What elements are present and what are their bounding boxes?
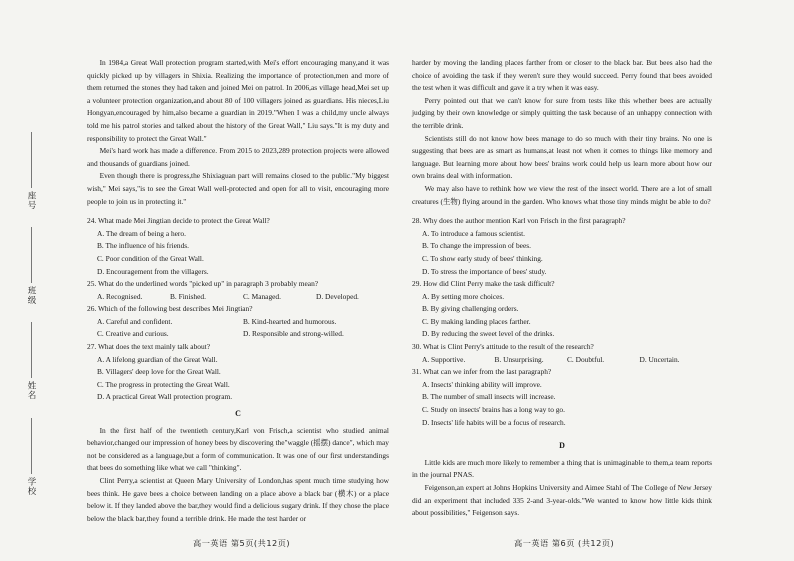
school-label: 学校 — [26, 477, 36, 496]
left-questions — [87, 215, 389, 404]
passage-c-para-2: Clint Perry,a scientist at Queen Mary University of London,has spent much time studying how bees think. He gave bees a choice between landing on a place above a black bar (横木) or a place below it. If they landed above the bar,they would find a delicious sugary drink. If they chose the place below the black bar,they found a terrible drink. He made the test harder or — [87, 476, 389, 523]
seat-number-line — [31, 132, 32, 188]
binding-margin — [0, 0, 60, 561]
passage-d-para-1: Little kids are much more likely to remember a thing that is unimaginable to them,a team reports in the journal PNAS. — [412, 457, 712, 480]
left-column — [87, 57, 389, 525]
answer-option[interactable]: A. Careful and confident. — [97, 316, 173, 326]
question-block — [87, 215, 389, 278]
answer-option[interactable]: B. The influence of his friends. — [97, 241, 190, 251]
answer-option[interactable]: B. By giving challenging orders. — [422, 304, 519, 314]
answer-option[interactable]: D. Uncertain. — [639, 354, 680, 364]
passage-c-para: Perry pointed out that we can't know for sure from tests like this whether bees are actually judging by their own knowledge or simply quitting the task because of an unhappy connection with the terrible drink. — [412, 95, 712, 130]
question-block — [87, 303, 389, 341]
answer-option[interactable]: C. To show early study of bees' thinking. — [422, 253, 543, 263]
answer-option[interactable]: A. By setting more choices. — [422, 291, 505, 301]
passage-c — [87, 425, 389, 526]
passage-c-para: harder by moving the landing places farther from or closer to the black bar. But bees also had the choice of avoiding the task if they weren't sure they would succeed. Perry found that bees avoided the test when it was difficult and gave it a try when it was easy. — [412, 58, 712, 93]
question-stem: 29. How did Clint Perry make the task difficult? — [412, 279, 555, 289]
passage-c-para: We may also have to rethink how we view the rest of the insect world. There are a lot of small creatures (生物) flying around in the garden. Who knows what those tiny minds might be able to do? — [412, 183, 712, 206]
answer-option[interactable]: D. Responsible and strong-willed. — [243, 329, 344, 339]
answer-option-row — [87, 328, 389, 341]
name-line — [31, 322, 32, 378]
answer-option[interactable]: B. Unsurprising. — [494, 354, 544, 364]
question-block — [87, 341, 389, 404]
seat-number-field[interactable] — [16, 132, 46, 212]
question-block — [412, 215, 712, 278]
question-block — [412, 278, 712, 341]
answer-option[interactable]: B. Villagers' deep love for the Great Wall. — [97, 367, 221, 377]
passage-d-para-2: Feigenson,an expert at Johns Hopkins University and Aimee Stahl of The College of New Jersey did an experiment that included 335 2-and 3-year-olds."We wanted to know how little kids think about possibilities," Feigenson says. — [412, 483, 712, 518]
answer-option[interactable]: D. By reducing the sweet level of the drinks. — [422, 329, 555, 339]
answer-option[interactable]: C. Creative and curious. — [97, 329, 169, 339]
answer-option[interactable]: A. Insects' thinking ability will improve. — [422, 379, 542, 389]
question-stem: 24. What made Mei Jingtian decide to protect the Great Wall? — [87, 216, 270, 226]
class-field[interactable] — [16, 227, 46, 307]
answer-option[interactable]: C. Poor condition of the Great Wall. — [97, 253, 204, 263]
answer-option[interactable]: A. A lifelong guardian of the Great Wall. — [97, 354, 218, 364]
question-stem: 27. What does the text mainly talk about? — [87, 342, 211, 352]
class-label: 班级 — [26, 286, 36, 305]
question-stem: 31. What can we infer from the last paragraph? — [412, 367, 552, 377]
answer-option[interactable]: A. To introduce a famous scientist. — [422, 228, 525, 238]
question-block — [87, 278, 389, 303]
passage-c-continued — [412, 57, 712, 208]
answer-option[interactable]: D. A practical Great Wall protection program. — [97, 392, 233, 402]
page-footer-right: 高一英语 第6页 (共12页) — [514, 538, 615, 548]
answer-option[interactable]: C. By making landing places farther. — [422, 316, 531, 326]
name-field[interactable] — [16, 322, 46, 402]
answer-option[interactable]: B. To change the impression of bees. — [422, 241, 531, 251]
answer-option[interactable]: A. Supportive. — [422, 354, 466, 364]
passage-b-para-2: Mei's hard work has made a difference. From 2015 to 2023,289 protection projects were allowed and thousands of guardians joined. — [87, 146, 389, 168]
answer-option[interactable]: D. Developed. — [316, 291, 359, 301]
answer-option[interactable]: D. Encouragement from the villagers. — [97, 266, 209, 276]
page-footer-left: 高一英语 第5页(共12页) — [193, 538, 291, 548]
passage-b-para-1: In 1984,a Great Wall protection program started,with Mei's effort encouraging many,and it was quickly picked up by villagers in Shixia. Realizing the importance of protection,men and more of them returned the stones they had taken and joined Mei on patrol. In 2006,as village head,Mei set up a volunteer protection organization,and about 80 of 100 villagers joined as guardians. His nieces,Liu Hongyan,encouraged by him,also became a guardian in 2019."When I was a child,my uncle always told me his patrol stories and talked about the history of the Great Wall," Liu says."It is my duty and responsibility to protect the Great Wall." — [87, 58, 389, 143]
answer-option-row — [412, 354, 712, 367]
answer-option[interactable]: B. Kind-hearted and humorous. — [243, 316, 337, 326]
school-field[interactable] — [16, 418, 46, 498]
answer-option[interactable]: C. Managed. — [243, 291, 281, 301]
answer-option[interactable]: D. Insects' life habits will be a focus of research. — [422, 417, 566, 427]
answer-option[interactable]: C. The progress in protecting the Great Wall. — [97, 379, 230, 389]
passage-b — [87, 57, 389, 208]
answer-option-row — [87, 291, 389, 304]
answer-option[interactable]: D. To stress the importance of bees' study. — [422, 266, 547, 276]
question-block — [412, 341, 712, 366]
school-line — [31, 418, 32, 474]
passage-b-para-3: Even though there is progress,the Shixiaguan part will remains closed to the public."My biggest wish," Mei says,"is to see the Great Wall well-protected and open for all to visit, encouraging more people to join us in protecting it." — [87, 171, 389, 206]
question-block — [412, 366, 712, 429]
class-line — [31, 227, 32, 283]
answer-option[interactable]: C. Doubtful. — [567, 354, 605, 364]
answer-option[interactable]: A. Recognised. — [97, 291, 143, 301]
passage-d — [412, 457, 712, 520]
right-column — [412, 57, 712, 520]
section-c-heading: C — [235, 409, 241, 419]
section-d-heading: D — [559, 441, 565, 451]
question-stem: 25. What do the underlined words "picked up" in paragraph 3 probably mean? — [87, 279, 319, 289]
answer-option-row — [87, 316, 389, 329]
question-stem: 28. Why does the author mention Karl von Frisch in the first paragraph? — [412, 216, 626, 226]
name-label: 姓名 — [26, 381, 36, 400]
answer-option[interactable]: C. Study on insects' brains has a long way to go. — [422, 405, 565, 415]
question-stem: 26. Which of the following best describes Mei Jingtian? — [87, 304, 253, 314]
answer-option[interactable]: B. Finished. — [170, 291, 206, 301]
question-stem: 30. What is Clint Perry's attitude to the result of the research? — [412, 342, 594, 352]
seat-number-label: 座号 — [26, 191, 36, 210]
answer-option[interactable]: B. The number of small insects will increase. — [422, 392, 556, 402]
passage-c-para: Scientists still do not know how bees manage to do so much with their tiny brains. No one is suggesting that bees are as smart as humans,at least not when it comes to things like memory and language. But learning more about how bees' brains work could help us learn more about how our own brains deal with information. — [412, 133, 712, 181]
answer-option[interactable]: A. The dream of being a hero. — [97, 228, 186, 238]
passage-c-para-1: In the first half of the twentieth century,Karl von Frisch,a scientist who studied animal behavior,changed our impression of honey bees by discovering the"waggle (摇摆) dance", which may not be considered as a language,but a form of communication. It was one of our first understandings that bees do something like what we call "thinking". — [87, 425, 389, 473]
right-questions — [412, 215, 712, 429]
